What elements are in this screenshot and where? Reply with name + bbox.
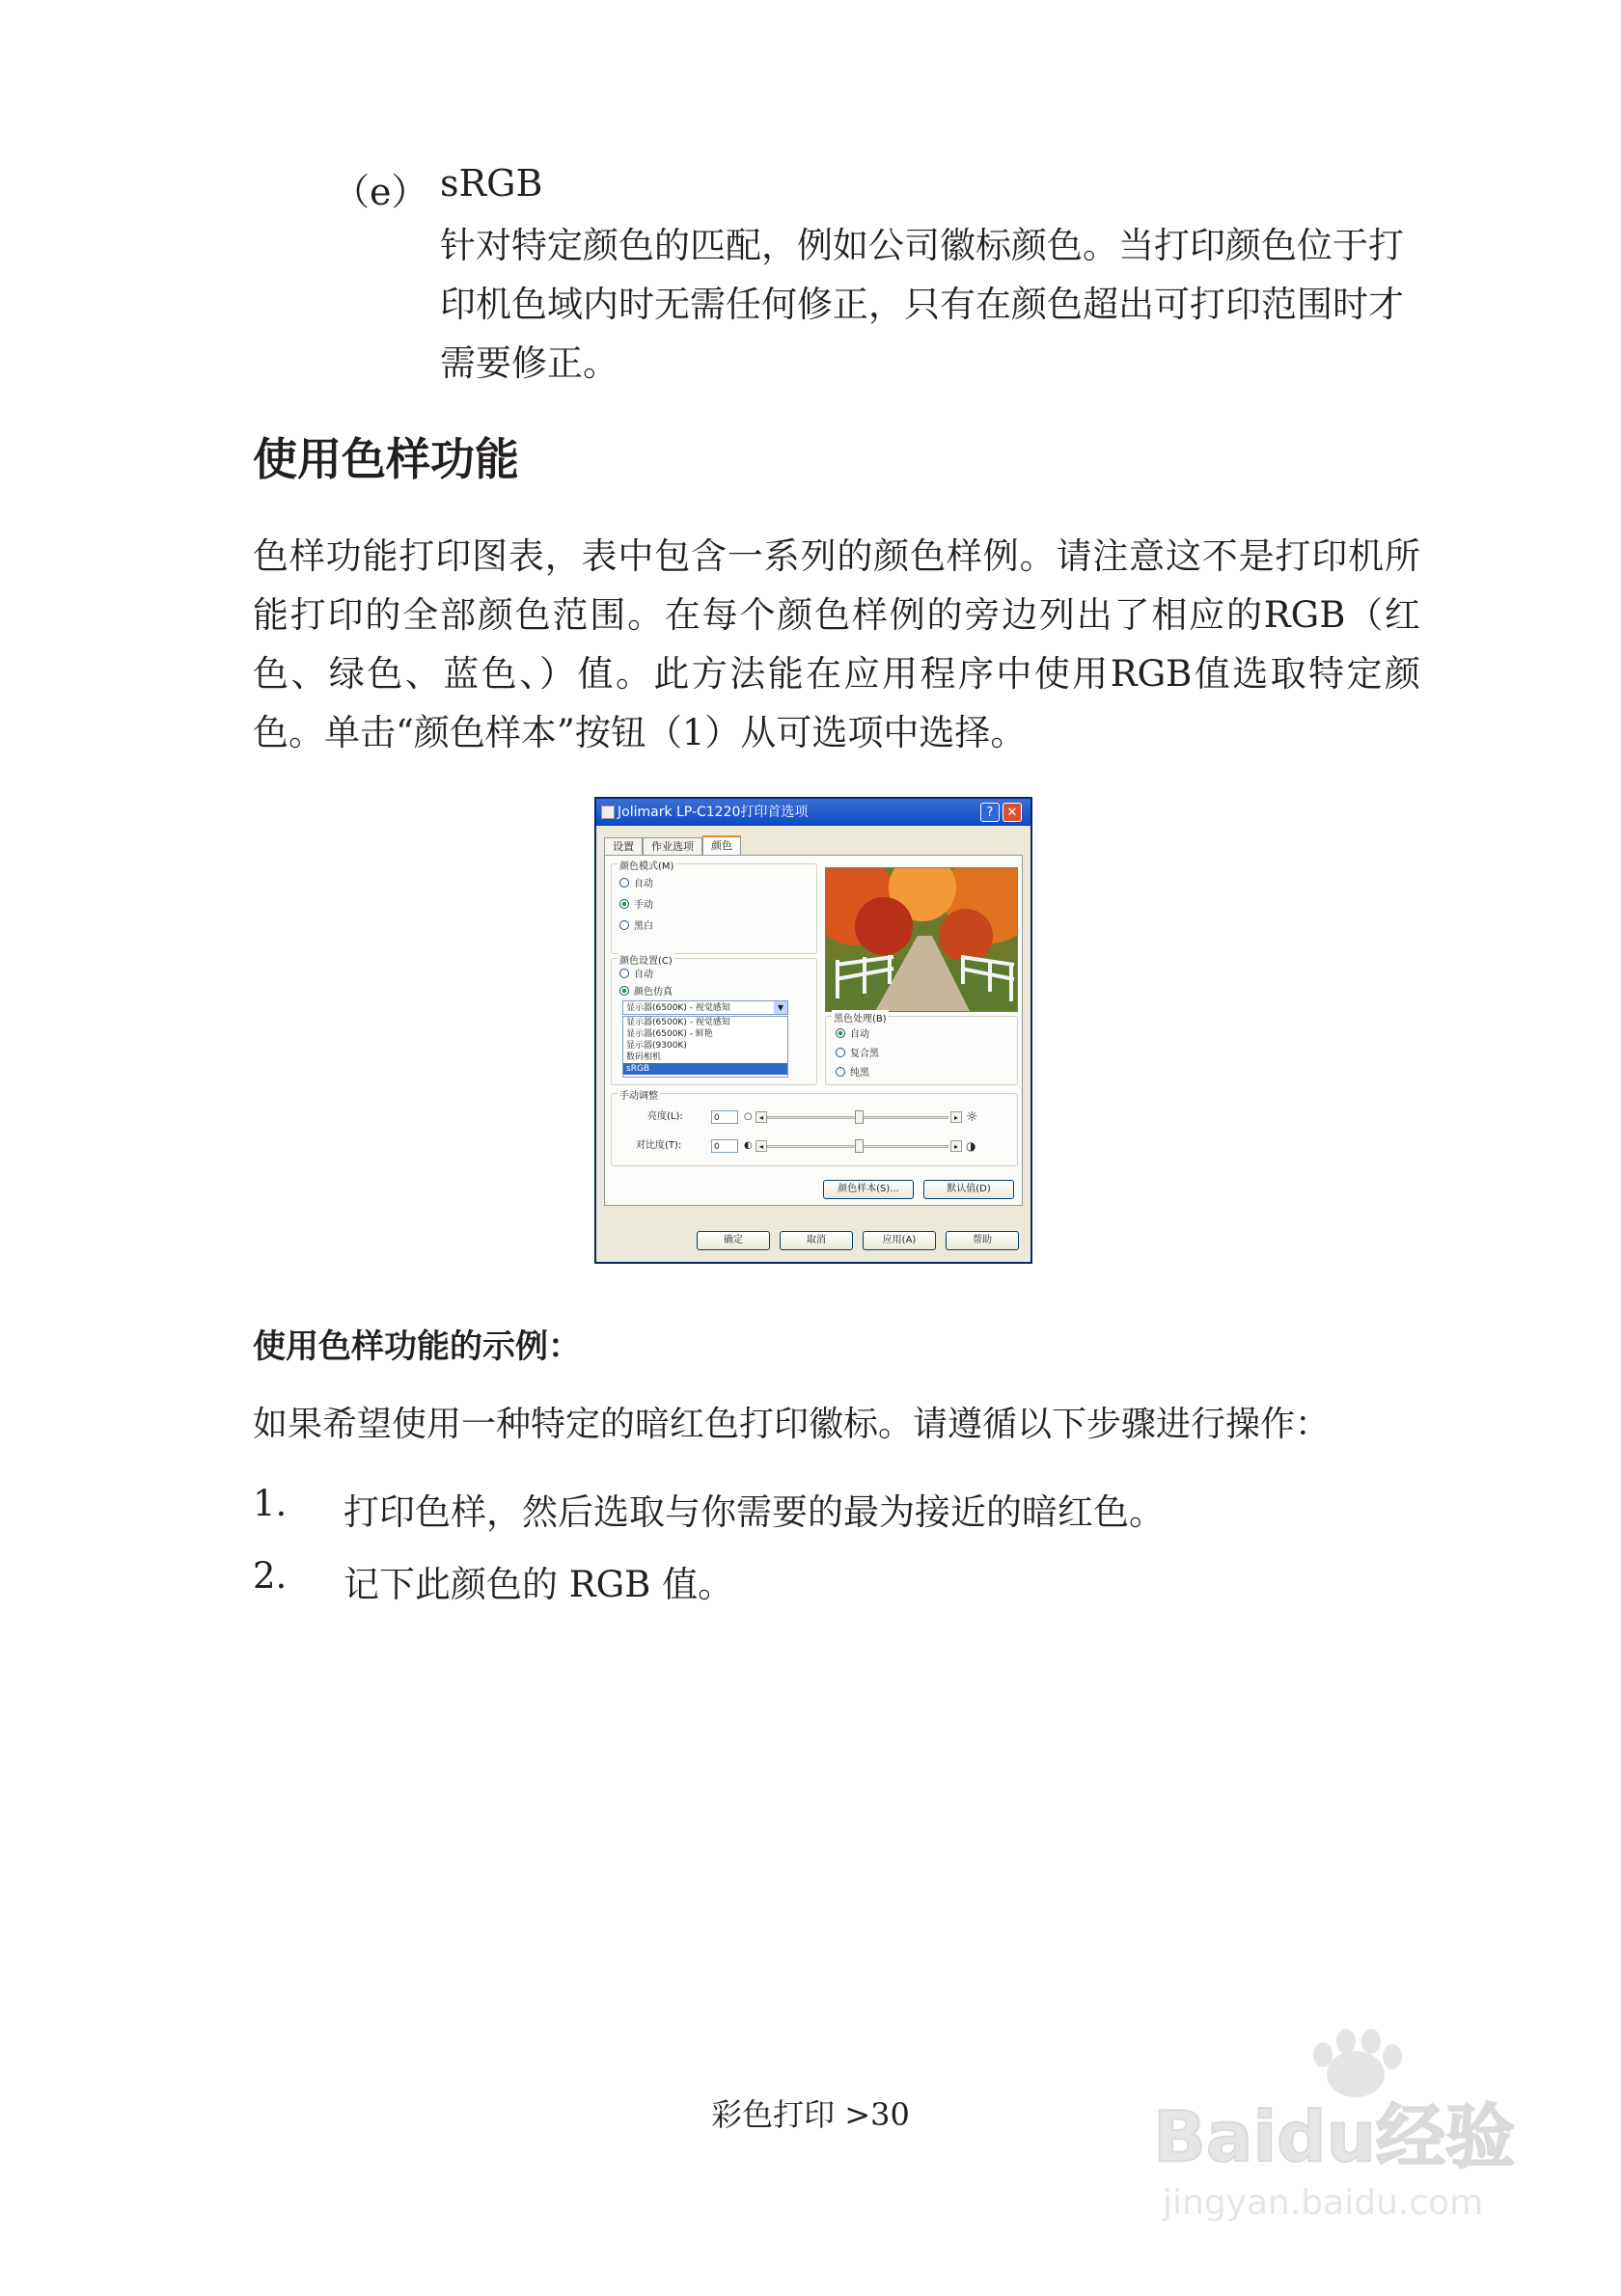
step-text: 打印色样，然后选取与你需要的最为接近的暗红色。	[343, 1491, 1165, 1533]
contrast-input[interactable]: 0	[711, 1139, 738, 1153]
list-item[interactable]: 显示器(6500K) - 鲜艳	[626, 1029, 713, 1039]
page-footer: 彩色打印 >30	[711, 2096, 910, 2133]
brightness-label: 亮度(L):	[647, 1111, 683, 1122]
section-title: sRGB	[440, 162, 543, 205]
cancel-button[interactable]: 取消	[780, 1231, 853, 1250]
emulation-select[interactable]	[622, 1000, 788, 1015]
help-button[interactable]: 帮助	[946, 1231, 1019, 1250]
bright-sun-icon: ☼	[966, 1109, 978, 1125]
contrast-label: 对比度(T):	[636, 1140, 682, 1151]
color-settings-title: 颜色设置(C)	[618, 952, 674, 967]
color-tab-panel	[604, 855, 1023, 1206]
list-item[interactable]: 数码相机	[626, 1052, 662, 1062]
intro-paragraph: 色样功能打印图表，表中包含一系列的颜色样例。请注意这不是打印机所能打印的全部颜色范围。在每个颜色样例的旁边列出了相应的RGB（红色、绿色、蓝色、）值。此方法能在应用程序中使用RGB值选取特定颜色。单击“颜色样本”按钮（1）从可选项中选择。	[253, 535, 1420, 753]
radio-color-emulation[interactable]: 颜色仿真	[619, 986, 673, 998]
radio-pure-black[interactable]: 纯黑	[836, 1067, 869, 1080]
list-item[interactable]: 显示器(9300K)	[626, 1041, 687, 1051]
emulation-list[interactable]	[622, 1016, 788, 1078]
black-processing-group	[825, 1016, 1018, 1085]
dim-sun-icon: ○	[744, 1111, 753, 1122]
contrast-row	[622, 1137, 1008, 1157]
preview-image	[825, 867, 1018, 1012]
chevron-down-icon[interactable]: ▼	[774, 1001, 787, 1014]
brightness-input[interactable]: 0	[711, 1110, 738, 1124]
baidu-watermark	[1134, 2016, 1568, 2248]
low-contrast-icon: ◐	[744, 1140, 753, 1151]
printer-icon	[601, 806, 615, 819]
tab-color[interactable]: 颜色	[702, 835, 741, 856]
high-contrast-icon: ◑	[966, 1139, 976, 1153]
dialog-title: Jolimark LP-C1220打印首选项	[618, 805, 809, 820]
default-button[interactable]: 默认值(D)	[923, 1180, 1014, 1199]
slider-left-button[interactable]: ◂	[756, 1140, 767, 1152]
section-body: 针对特定颜色的匹配，例如公司徽标颜色。当打印颜色位于打印机色域内时无需任何修正，只有在颜色超出可打印范围时才需要修正。	[440, 225, 1404, 384]
brightness-row	[622, 1108, 1008, 1128]
ok-button[interactable]: 确定	[697, 1231, 770, 1250]
slider-right-button[interactable]: ▸	[950, 1140, 962, 1152]
manual-adjust-title: 手动调整	[618, 1087, 660, 1102]
list-item[interactable]: 显示器(6500K) - 视觉感知	[626, 1018, 730, 1027]
black-processing-title: 黑色处理(B)	[832, 1010, 889, 1025]
watermark-brand: Baidu经验	[1153, 2096, 1515, 2177]
close-button[interactable]: ✕	[1003, 803, 1022, 822]
dialog-titlebar	[596, 799, 1030, 826]
example-intro: 如果希望使用一种特定的暗红色打印徽标。请遵循以下步骤进行操作：	[253, 1405, 1331, 1444]
radio-manual[interactable]: 手动	[619, 899, 653, 912]
page-heading: 使用色样功能	[253, 433, 519, 485]
slider-left-button[interactable]: ◂	[756, 1111, 767, 1123]
contrast-slider-thumb[interactable]	[855, 1139, 864, 1153]
printer-preferences-dialog	[594, 797, 1032, 1264]
list-item-selected[interactable]: sRGB	[623, 1063, 787, 1075]
radio-black-auto[interactable]: 自动	[836, 1028, 869, 1041]
radio-settings-auto[interactable]: 自动	[619, 969, 653, 981]
apply-button[interactable]: 应用(A)	[863, 1231, 936, 1250]
step-number: 1.	[253, 1483, 288, 1524]
brightness-slider-thumb[interactable]	[855, 1110, 864, 1124]
radio-auto[interactable]: 自动	[619, 878, 653, 890]
tab-job-options[interactable]: 作业选项	[643, 837, 702, 855]
step-number: 2.	[253, 1555, 288, 1597]
tab-settings[interactable]: 设置	[604, 837, 643, 855]
color-mode-group	[611, 863, 817, 954]
step-text: 记下此颜色的 RGB 值。	[343, 1564, 734, 1605]
color-mode-title: 颜色模式(M)	[618, 858, 675, 872]
radio-composite-black[interactable]: 复合黑	[836, 1048, 879, 1060]
example-heading: 使用色样功能的示例：	[253, 1327, 581, 1366]
help-title-button[interactable]: ?	[980, 803, 1000, 822]
color-swatch-button[interactable]: 颜色样本(S)...	[823, 1180, 914, 1199]
emulation-select-value: 显示器(6500K) - 视觉感知	[626, 1003, 730, 1013]
radio-mono[interactable]: 黑白	[619, 920, 653, 933]
slider-right-button[interactable]: ▸	[950, 1111, 962, 1123]
list-label: （e）	[333, 171, 428, 213]
watermark-url: jingyan.baidu.com	[1163, 2183, 1484, 2223]
